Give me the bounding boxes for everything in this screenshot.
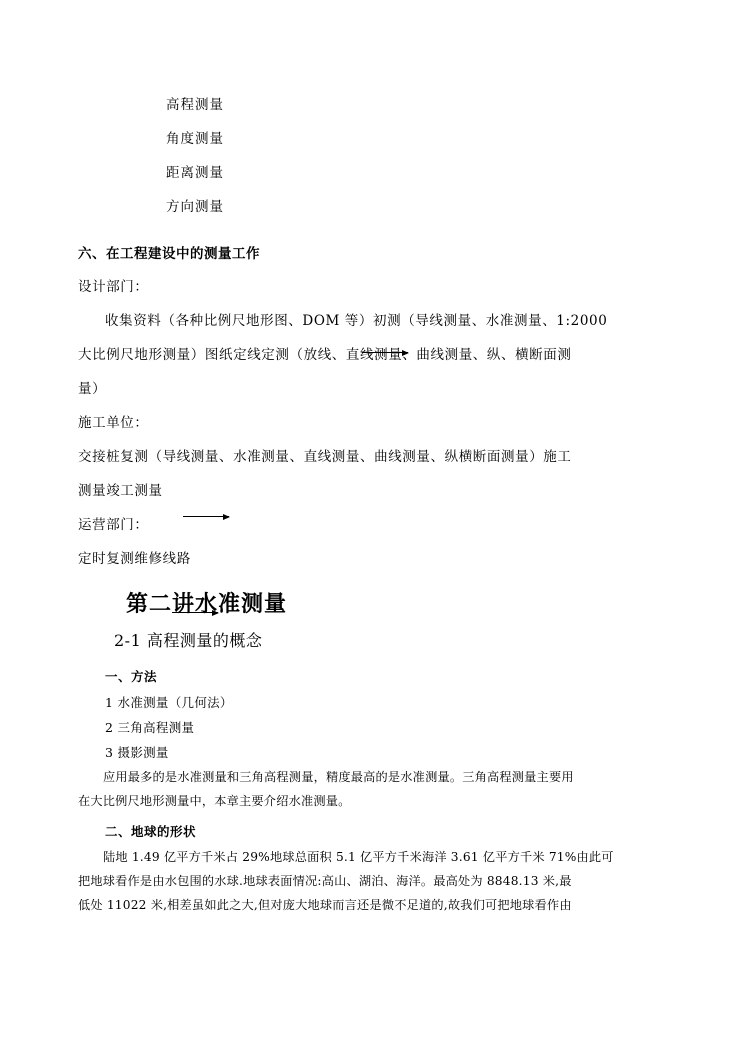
design-department-label: 设计部门： <box>78 279 149 295</box>
chapter-subtitle: 2-1 高程测量的概念 <box>114 631 263 650</box>
earth-paragraph-line-1: 陆地 1.49 亿平方千米占 29%地球总面积 5.1 亿平方千米海洋 3.61 亿平方千米 71%由此可 <box>103 850 614 864</box>
list-item: 高程测量 <box>166 97 224 113</box>
construction-unit-label: 施工单位： <box>78 415 149 431</box>
chapter-title: 第二讲水准测量 <box>126 591 288 617</box>
list-item: 方向测量 <box>166 199 224 215</box>
document-body <box>78 88 666 917</box>
operation-department-line: 定时复测维修线路 <box>78 551 191 567</box>
method-item: 2 三角高程测量 <box>105 720 195 735</box>
arrow-annotation-icon <box>183 516 229 517</box>
method-item: 1 水准测量（几何法） <box>105 695 233 710</box>
list-item: 距离测量 <box>166 165 224 181</box>
earth-paragraph-line-3: 低处 11022 米,相差虽如此之大,但对庞大地球而言还是微不足道的,故我们可把地球看作由 <box>78 898 572 912</box>
method-heading: 一、方法 <box>105 669 158 684</box>
design-department-line-3: 量） <box>78 381 107 397</box>
design-department-line-1: 收集资料（各种比例尺地形图、DOM 等）初测（导线测量、水准测量、1:2000 <box>105 313 608 329</box>
earth-shape-heading: 二、地球的形状 <box>105 824 197 839</box>
method-paragraph-line-2: 在大比例尺地形测量中，本章主要介绍水准测量。 <box>78 794 351 808</box>
method-paragraph-line-1: 应用最多的是水准测量和三角高程测量，精度最高的是水准测量。三角高程测量主要用 <box>103 770 574 784</box>
earth-paragraph-line-2: 把地球看作是由水包围的水球.地球表面情况:高山、湖泊、海洋。最高处为 8848.13 米,最 <box>78 874 572 888</box>
construction-unit-line-1: 交接桩复测（导线测量、水准测量、直线测量、曲线测量、纵横断面测量）施工 <box>78 449 572 465</box>
operation-department-label: 运营部门： <box>78 517 149 533</box>
arrow-annotation-icon <box>172 612 218 613</box>
section-heading-six: 六、在工程建设中的测量工作 <box>78 246 260 262</box>
list-item: 角度测量 <box>166 131 224 147</box>
design-department-line-2: 大比例尺地形测量）图纸定线定测（放线、直线测量、曲线测量、纵、横断面测 <box>78 347 572 363</box>
construction-unit-line-2: 测量竣工测量 <box>78 483 163 499</box>
method-item: 3 摄影测量 <box>105 745 169 760</box>
arrow-annotation-icon <box>362 352 408 353</box>
